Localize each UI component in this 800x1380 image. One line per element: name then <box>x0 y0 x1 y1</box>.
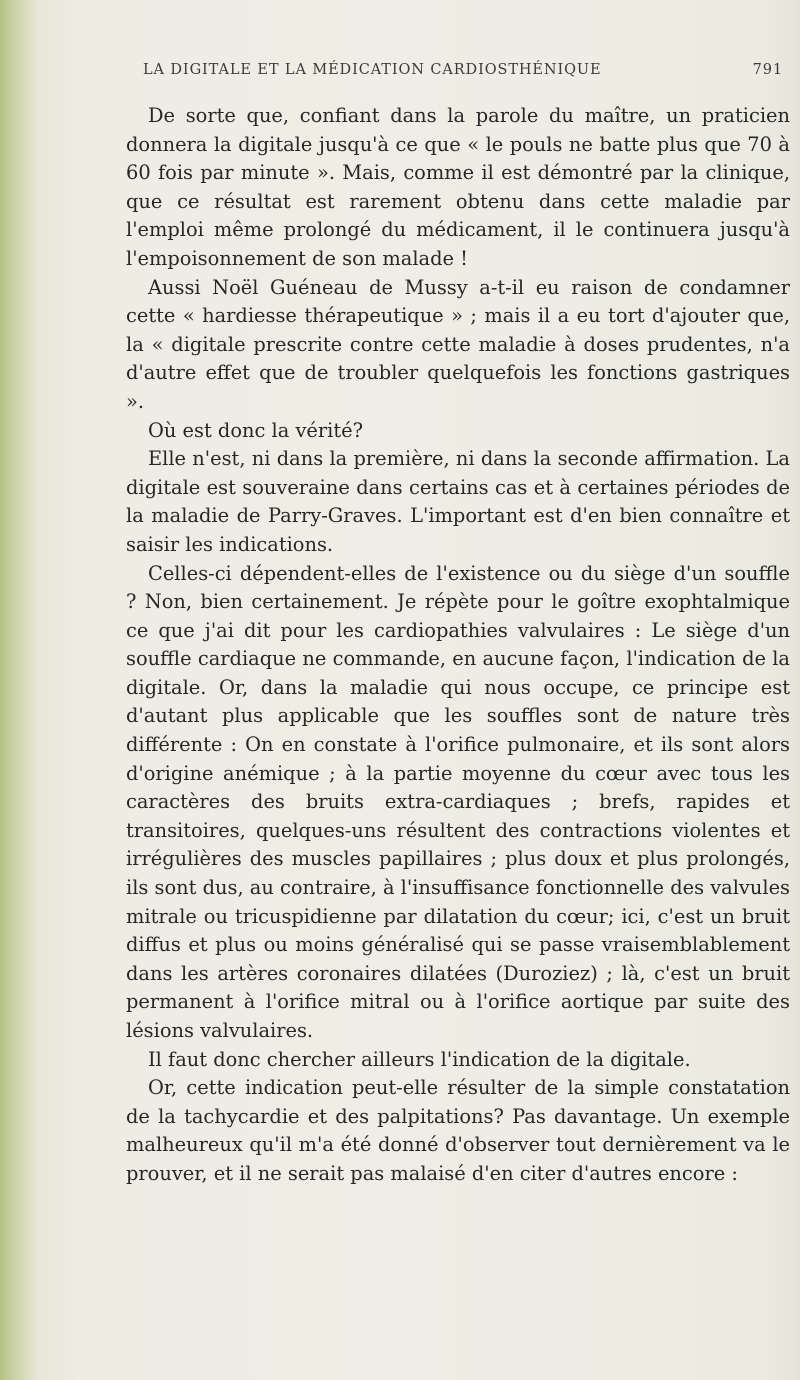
running-title: LA DIGITALE ET LA MÉDICATION CARDIOSTHÉNIQUE <box>143 62 602 78</box>
paragraph: De sorte que, confiant dans la parole du maître, un praticien donnera la digitale jusqu'à ce que « le pouls ne batte plus que 70 à 60 fois par minute ». Mais, comme il est démontré par la clinique, que ce résultat est rarement obtenu dans cette maladie par l'emploi même prolongé du médicament, il le continuera jusqu'à l'empoisonnement de son malade ! <box>126 104 790 270</box>
page-edge-shadow <box>0 0 36 1380</box>
paragraph: Elle n'est, ni dans la première, ni dans la seconde affirmation. La digitale est souveraine dans certains cas et à certaines périodes de la maladie de Parry-Graves. L'important est d'en bien connaître et saisir les indications. <box>126 447 790 556</box>
running-header <box>143 62 783 86</box>
paragraph: Or, cette indication peut-elle résulter de la simple constatation de la tachycardie et des palpitations? Pas davantage. Un exemple malheureux qu'il m'a été donné d'observer tout dernièrement va le prouver, et il ne serait pas malaisé d'en citer d'autres encore : <box>126 1076 790 1185</box>
paragraph: Il faut donc chercher ailleurs l'indication de la digitale. <box>148 1047 691 1071</box>
paragraph: Où est donc la vérité? <box>148 418 364 442</box>
paragraph: Aussi Noël Guéneau de Mussy a-t-il eu raison de condamner cette « hardiesse thérapeutique » ; mais il a eu tort d'ajouter que, la « digitale prescrite contre cette maladie à doses prudentes, n'a d'autre effet que de troubler quelquefois les fonctions gastriques ». <box>126 275 790 413</box>
paragraph: Celles-ci dépendent-elles de l'existence ou du siège d'un souffle ? Non, bien certainement. Je répète pour le goître exophtalmique ce que j'ai dit pour les cardiopathies valvulaires : Le siège d'un souffle cardiaque ne commande, en aucune façon, l'indication de la digitale. Or, dans la maladie qui nous occupe, ce principe est d'autant plus applicable que les souffles sont de nature très différente : On en constate à l'orifice pulmonaire, et ils sont alors d'origine anémique ; à la partie moyenne du cœur avec tous les caractères des bruits extra-cardiaques ; brefs, rapides et transitoires, quelques-uns résultent des contractions violentes et irrégulières des muscles papillaires ; plus doux et plus prolongés, ils sont dus, au contraire, à l'insuffisance fonctionnelle des valvules mitrale ou tricuspidienne par dilatation du cœur; ici, c'est un bruit diffus et plus ou moins généralisé qui se passe vraisemblablement dans les artères coronaires dilatées (Duroziez) ; là, c'est un bruit permanent à l'orifice mitral ou à l'orifice aortique par suite des lésions valvulaires. <box>126 561 790 1042</box>
body-text <box>126 102 790 1189</box>
page-number: 791 <box>752 62 783 78</box>
